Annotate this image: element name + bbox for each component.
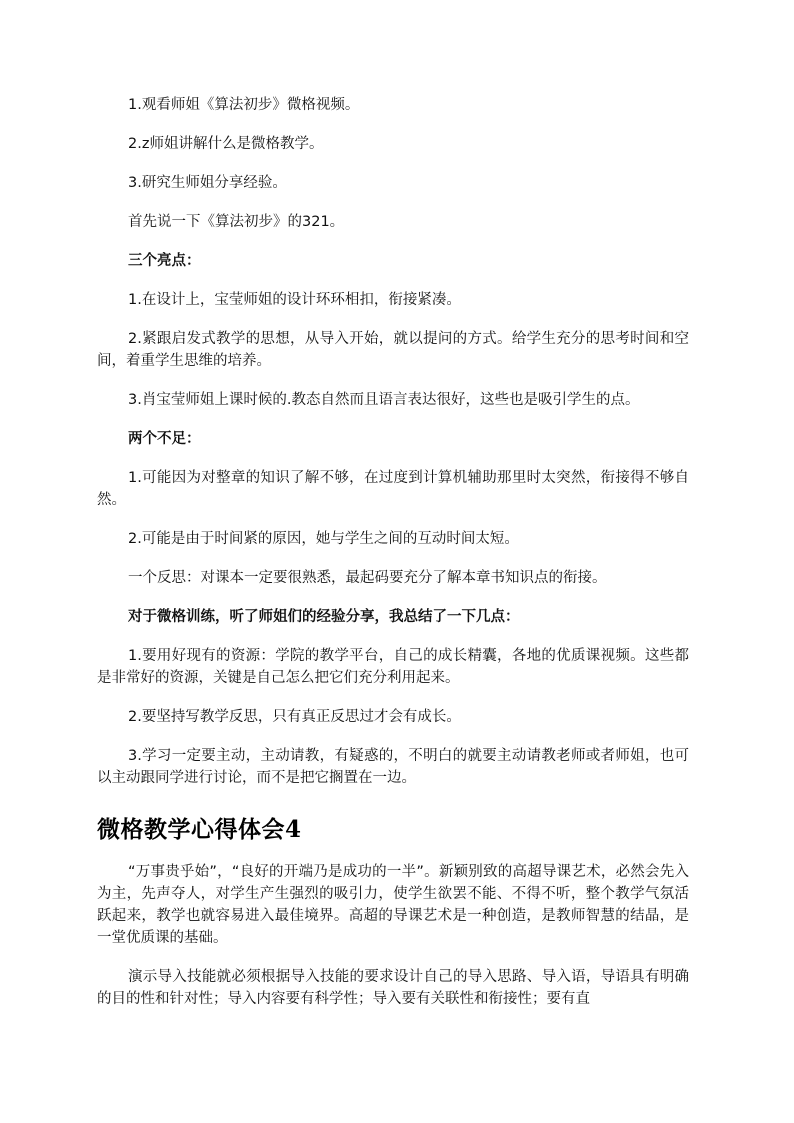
- document-body-part-2: [97, 861, 689, 1010]
- document-page: [97, 94, 689, 1027]
- paragraph: 首先说一下《算法初步》的321。: [128, 214, 345, 230]
- paragraph: 1.要用好现有的资源：学院的教学平台，自己的成长精囊，各地的优质课视频。这些都是非常好的资源，关键是自己怎么把它们充分利用起来。: [97, 648, 689, 686]
- document-body-part-1: [97, 94, 689, 789]
- subheading-summary: 对于微格训练，听了师姐们的经验分享，我总结了一下几点：: [128, 609, 520, 625]
- paragraph: 3.学习一定要主动，主动请教，有疑惑的，不明白的就要主动请教老师或者师姐，也可以主动跟同学进行讨论，而不是把它搁置在一边。: [97, 748, 689, 786]
- paragraph: 2.可能是由于时间紧的原因，她与学生之间的互动时间太短。: [128, 531, 519, 547]
- paragraph: 1.在设计上，宝莹师姐的设计环环相扣，衔接紧凑。: [128, 292, 461, 308]
- subheading-shortcomings: 两个不足：: [128, 431, 201, 447]
- paragraph: 1.观看师姐《算法初步》微格视频。: [128, 97, 360, 113]
- paragraph: 演示导入技能就必须根据导入技能的要求设计自己的导入思路、导入语，导语具有明确的目的性和针对性；导入内容要有科学性；导入要有关联性和衔接性；要有直: [97, 969, 689, 1007]
- paragraph: 2.紧跟启发式教学的思想，从导入开始，就以提问的方式。给学生充分的思考时间和空间，着重学生思维的培养。: [97, 331, 689, 369]
- paragraph: 3.肖宝莹师姐上课时候的.教态自然而且语言表达很好，这些也是吸引学生的点。: [128, 392, 640, 408]
- paragraph: 2.z师姐讲解什么是微格教学。: [128, 136, 324, 152]
- paragraph: “万事贵乎始”，“良好的开端乃是成功的一半”。新颖别致的高超导课艺术，必然会先入为主，先声夺人，对学生产生强烈的吸引力，使学生欲罢不能、不得不听，整个教学气氛活跃起来，教学也就容易进入最佳境界。高超的导课艺术是一种创造，是教师智慧的结晶，是一堂优质课的基础。: [97, 864, 689, 946]
- section-heading: 微格教学心得体会4: [97, 816, 302, 843]
- paragraph: 2.要坚持写教学反思，只有真正反思过才会有成长。: [128, 709, 461, 725]
- paragraph: 1.可能因为对整章的知识了解不够，在过度到计算机辅助那里时太突然，衔接得不够自然。: [97, 470, 689, 508]
- paragraph: 一个反思：对课本一定要很熟悉，最起码要充分了解本章书知识点的衔接。: [128, 570, 607, 586]
- subheading-highlights: 三个亮点：: [128, 253, 201, 269]
- paragraph: 3.研究生师姐分享经验。: [128, 175, 287, 191]
